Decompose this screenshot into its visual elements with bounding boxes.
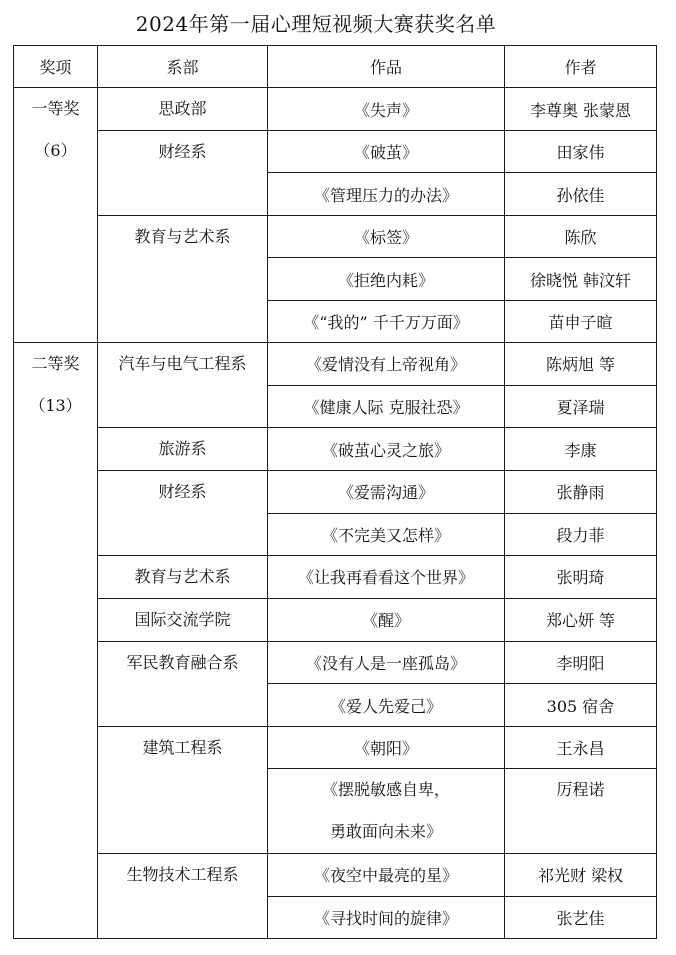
author-cell: 苗申子暄	[505, 300, 657, 342]
author-cell: 徐晓悦 韩汶轩	[505, 258, 657, 300]
work-cell: 《不完美又怎样》	[268, 513, 505, 555]
department-cell: 财经系	[98, 471, 268, 556]
work-cell: 《失声》	[268, 88, 505, 131]
work-cell: 《健康人际 克服社恐》	[268, 385, 505, 427]
author-cell: 李明阳	[505, 641, 657, 683]
work-cell: 《爱情没有上帝视角》	[268, 343, 505, 385]
department-cell: 财经系	[98, 131, 268, 216]
author-cell: 陈欣	[505, 215, 657, 257]
department-cell: 建筑工程系	[98, 726, 268, 853]
author-cell: 厉程诺	[505, 769, 657, 854]
header-row	[14, 46, 657, 88]
table-row	[14, 598, 657, 641]
author-cell: 陈炳旭 等	[505, 343, 657, 385]
table-row	[14, 641, 657, 683]
author-cell: 张明琦	[505, 555, 657, 598]
author-cell: 祁光财 梁权	[505, 854, 657, 896]
table-row	[14, 555, 657, 598]
document-title: 2024年第一届心理短视频大赛获奖名单	[135, 12, 497, 36]
department-cell: 国际交流学院	[98, 598, 268, 641]
work-cell	[268, 769, 505, 854]
table-row	[14, 854, 657, 896]
work-cell: 《爱人先爱己》	[268, 684, 505, 726]
department-cell: 教育与艺术系	[98, 215, 268, 342]
author-cell: 郑心妍 等	[505, 598, 657, 641]
author-cell: 李康	[505, 428, 657, 471]
table-row	[14, 131, 657, 173]
author-cell: 夏泽瑞	[505, 385, 657, 427]
award-second-prize	[14, 343, 98, 939]
work-cell: 《让我再看看这个世界》	[268, 555, 505, 598]
department-cell: 旅游系	[98, 428, 268, 471]
table-row	[14, 471, 657, 513]
author-cell: 305 宿舍	[505, 684, 657, 726]
award-count: （13）	[29, 396, 82, 416]
department-cell: 生物技术工程系	[98, 854, 268, 939]
work-cell: 《朝阳》	[268, 726, 505, 768]
header-award: 奖项	[14, 46, 98, 88]
department-cell: 教育与艺术系	[98, 555, 268, 598]
work-line: 《摆脱敏感自卑，	[321, 780, 450, 800]
department-cell: 思政部	[98, 88, 268, 131]
table-row	[14, 88, 657, 131]
author-cell: 孙依佳	[505, 173, 657, 215]
work-cell: 《“我的” 千千万万面》	[268, 300, 505, 342]
header-department: 系部	[98, 46, 268, 88]
work-cell: 《夜空中最亮的星》	[268, 854, 505, 896]
work-cell: 《拒绝内耗》	[268, 258, 505, 300]
awards-table	[13, 45, 657, 939]
work-cell: 《标签》	[268, 215, 505, 257]
work-line: 勇敢面向未来》	[329, 822, 442, 842]
department-cell: 军民教育融合系	[98, 641, 268, 726]
work-cell: 《寻找时间的旋律》	[268, 896, 505, 938]
work-cell: 《管理压力的办法》	[268, 173, 505, 215]
author-cell: 张静雨	[505, 471, 657, 513]
header-work: 作品	[268, 46, 505, 88]
award-count: （6）	[34, 141, 77, 160]
author-cell: 张艺佳	[505, 896, 657, 938]
header-author: 作者	[505, 46, 657, 88]
work-cell: 《没有人是一座孤岛》	[268, 641, 505, 683]
author-cell: 段力菲	[505, 513, 657, 555]
work-cell: 《醒》	[268, 598, 505, 641]
award-name: 一等奖	[31, 99, 80, 118]
department-cell: 汽车与电气工程系	[98, 343, 268, 428]
table-row	[14, 215, 657, 257]
table-row	[14, 428, 657, 471]
work-cell: 《破茧心灵之旅》	[268, 428, 505, 471]
table-row	[14, 726, 657, 768]
work-cell: 《破茧》	[268, 131, 505, 173]
award-first-prize	[14, 88, 98, 343]
work-cell: 《爱需沟通》	[268, 471, 505, 513]
author-cell: 王永昌	[505, 726, 657, 768]
author-cell: 李尊奥 张蒙恩	[505, 88, 657, 131]
table-row	[14, 343, 657, 385]
award-name: 二等奖	[31, 354, 80, 374]
author-cell: 田家伟	[505, 131, 657, 173]
